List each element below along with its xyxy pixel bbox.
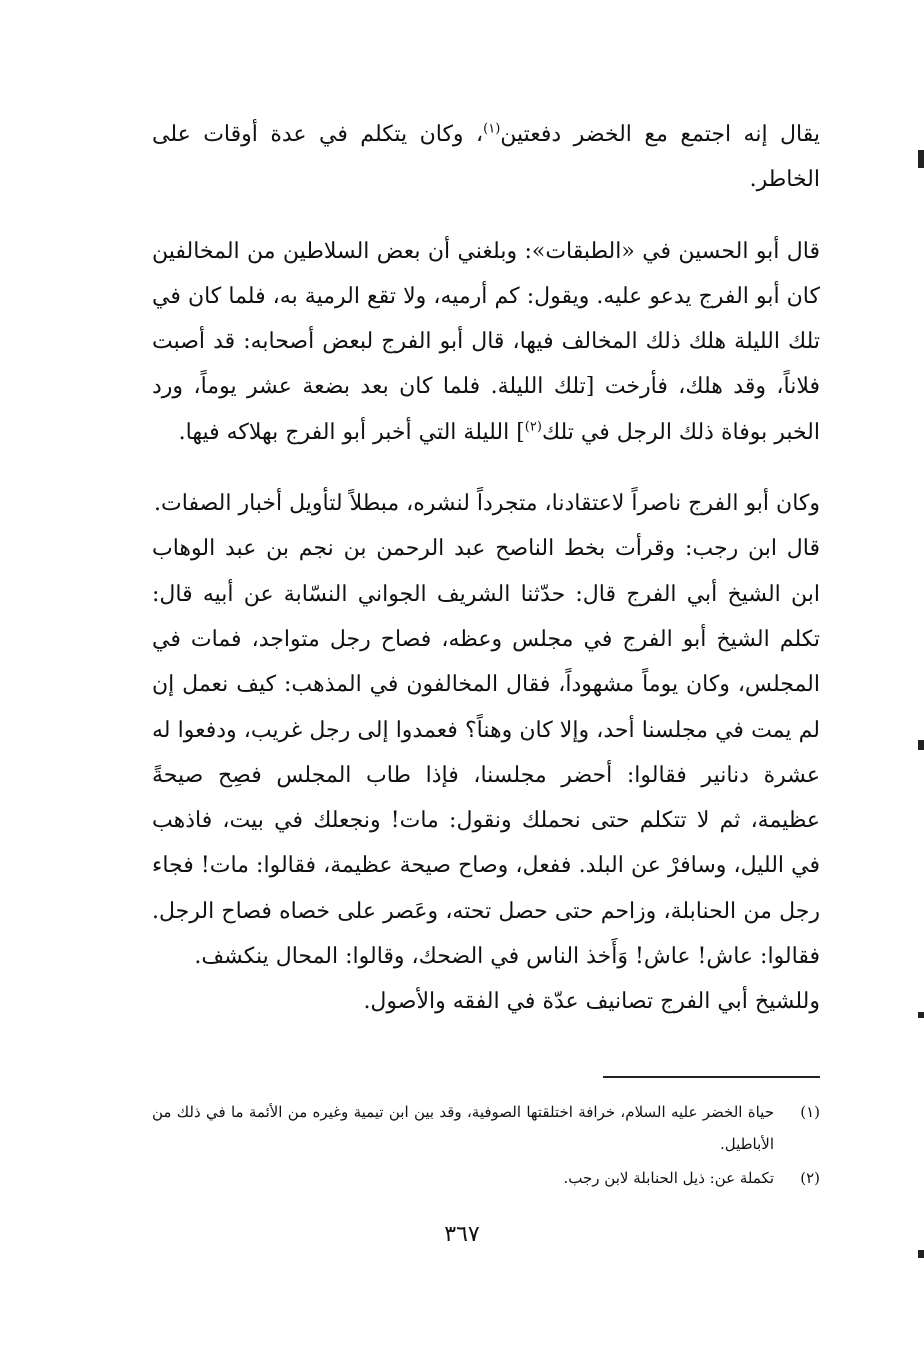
main-text [152, 112, 820, 1025]
paragraph-khidr [152, 112, 820, 203]
paragraph-khidr-part2: ، وكان يتكلم في عدة أوقات على الخاطر. [152, 122, 820, 193]
footnote-separator [603, 1076, 820, 1078]
paragraph-khidr-part1: يقال إنه اجتمع مع الخضر دفعتين [500, 122, 820, 147]
footnote-number: (١) [800, 1103, 820, 1121]
scan-edge-mark [918, 1012, 924, 1018]
footnote-1 [152, 1096, 820, 1160]
scan-edge-mark [918, 150, 924, 168]
paragraph-ibn-rajab: قال ابن رجب: وقرأت بخط الناصح عبد الرحمن بن نجم بن عبد الوهاب ابن الشيخ أبي الفرج قال: حدّثنا الشريف الجواني النسّابة عن أبيه قال: تكلم الشيخ أبو الفرج في مجلس وعظه، فصاح رجل متواجد، فمات في المجلس، وكان يوماً مشهوداً، فقال المخالفون في المذهب: كيف نعمل إن لم يمت في مجلسنا أحد، وإلا كان وهناً؟ فعمدوا إلى رجل غريب، ودفعوا له عشرة دنانير فقالوا: أحضر مجلسنا، فإذا طاب المجلس فصِح صيحةً عظيمة، ثم لا تتكلم حتى نحملك ونقول: مات! ونجعلك في بيت، فاذهب في الليل، وسافرْ عن البلد. ففعل، وصاح صيحة عظيمة، فقالوا: مات! فجاء رجل من الحنابلة، وزاحم حتى حصل تحته، وعَصر على خصاه فصاح الرجل. فقالوا: عاش! عاش! وَأَخذ الناس في الضحك، وقالوا: المحال ينكشف. [152, 536, 820, 970]
scan-edge-mark [918, 1250, 924, 1258]
footnotes [152, 1096, 820, 1194]
paragraph-tabaqat [152, 229, 820, 455]
footnote-ref-1: (١) [483, 121, 501, 137]
paragraph-tabaqat-part1: قال أبو الحسين في «الطبقات»: وبلغني أن بعض السلاطين من المخالفين كان أبو الفرج يدعو عليه. ويقول: كم أرميه، ولا تقع الرمية به، فلما كان في تلك الليلة هلك ذلك المخالف فيها، قال أبو الفرج لبعض أصحابه: قد أصبت فلاناً، وقد هلك، فأرخت [تلك الليلة. فلما كان بعد بضعة عشر يوماً، ورد الخبر بوفاة ذلك الرجل في تلك [152, 238, 820, 445]
footnote-ref-2: (٢) [524, 419, 542, 435]
paragraph-creed: وكان أبو الفرج ناصراً لاعتقادنا، متجرداً لنشره، مبطلاً لتأويل أخبار الصفات. [154, 491, 820, 517]
page-number: ٣٦٧ [444, 1222, 480, 1247]
footnote-text: حياة الخضر عليه السلام، خرافة اختلقتها الصوفية، وقد بين ابن تيمية وغيره من الأئمة ما في ذلك من الأباطيل. [152, 1103, 774, 1153]
paragraph-works: وللشيخ أبي الفرج تصانيف عدّة في الفقه والأصول. [363, 989, 820, 1015]
footnote-text: تكملة عن: ذيل الحنابلة لابن رجب. [563, 1169, 774, 1187]
footnote-2 [152, 1162, 820, 1194]
paragraph-tabaqat-part2: ] الليلة التي أخبر أبو الفرج بهلاكه فيها. [178, 419, 525, 445]
footnote-number: (٢) [800, 1169, 820, 1187]
scan-edge-mark [918, 740, 924, 750]
